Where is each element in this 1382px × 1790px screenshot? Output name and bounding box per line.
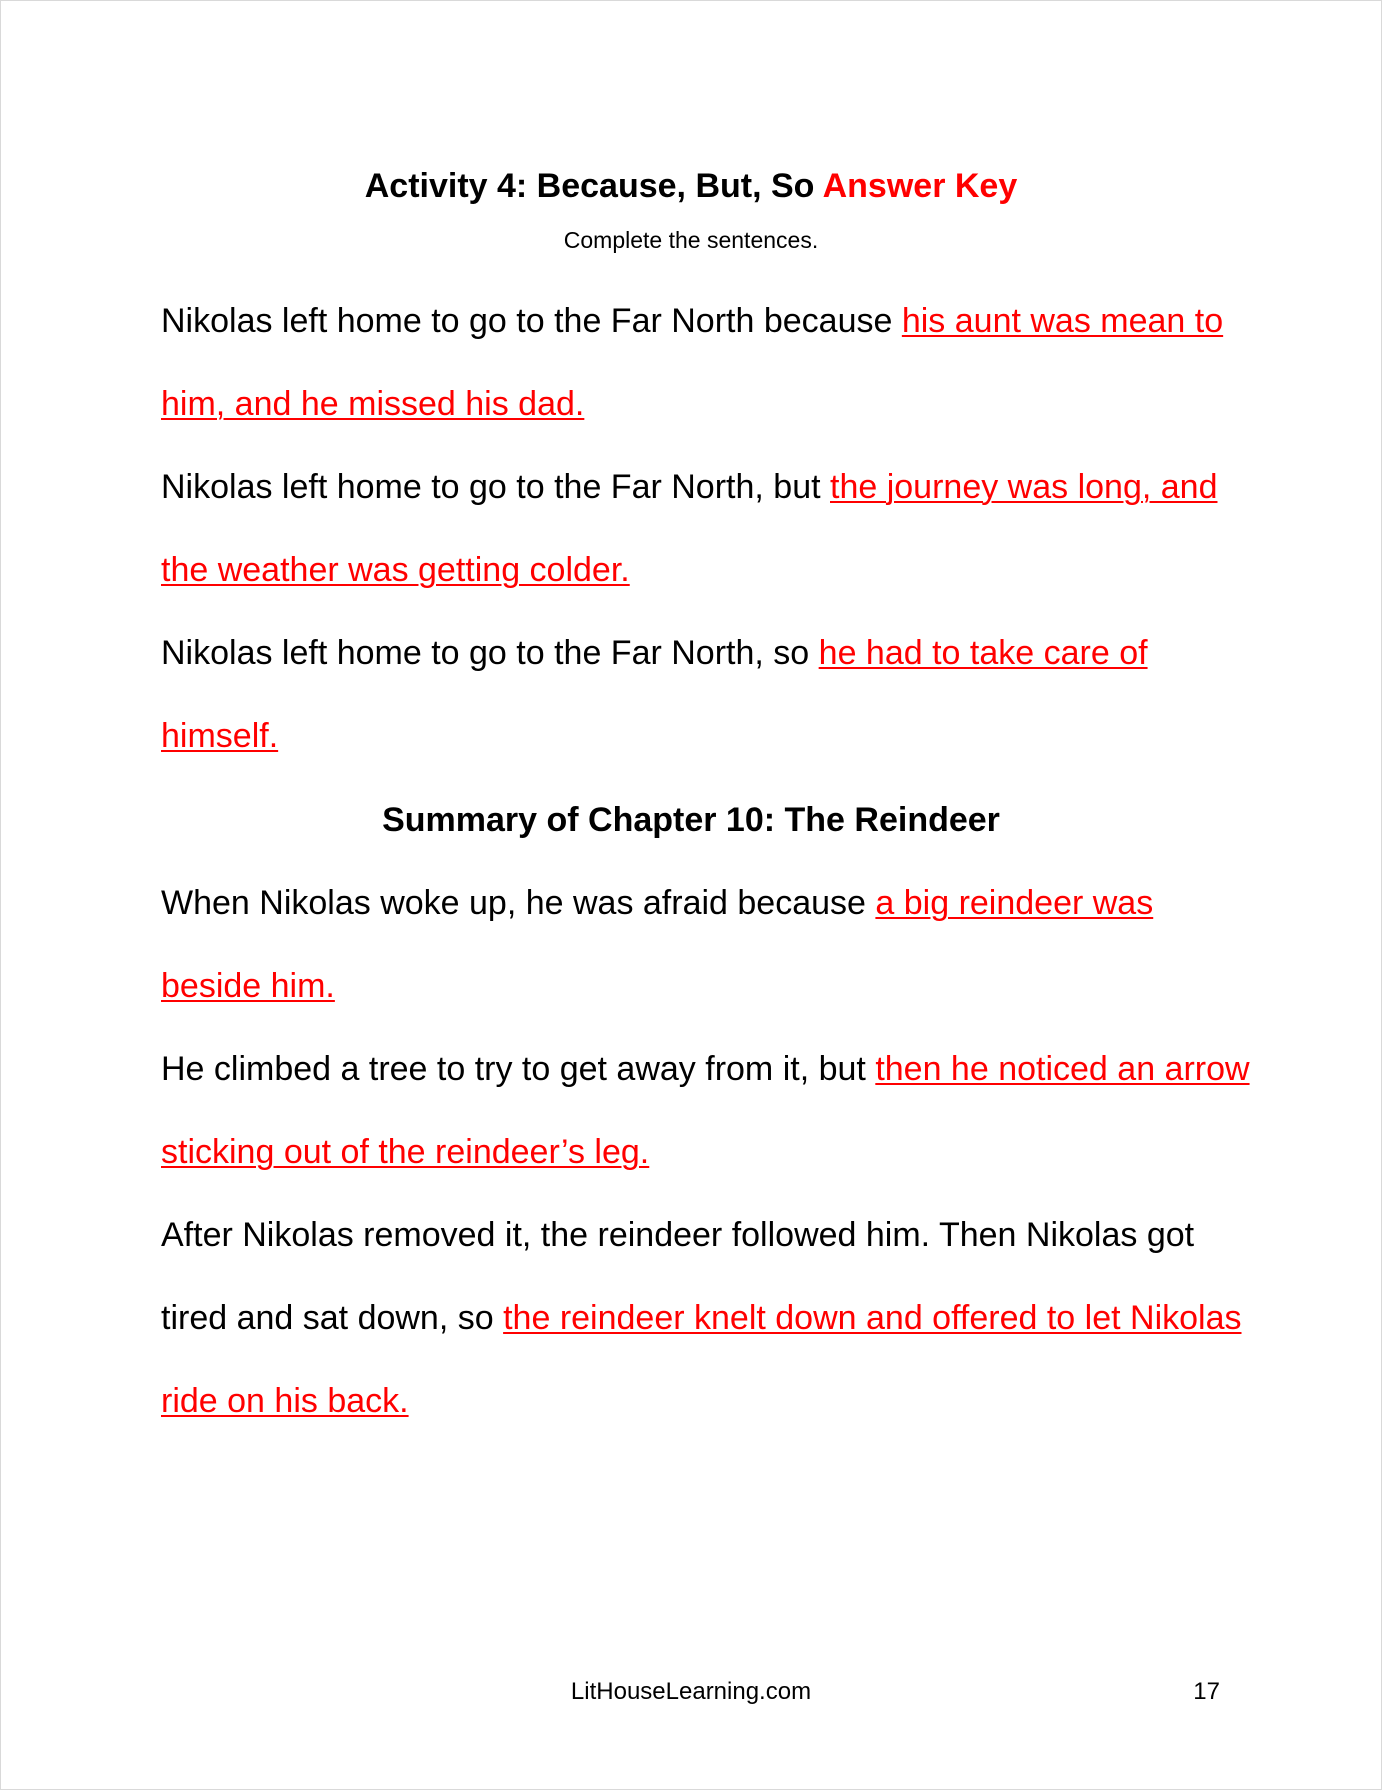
activity-sentences (161, 280, 1261, 778)
page-title (0, 162, 1382, 210)
sentence-prompt: After Nikolas removed it, the reindeer followed him. Then Nikolas got tired and sat down, so (161, 1216, 1195, 1337)
page-number: 17 (1193, 1678, 1220, 1705)
summary-sentences (161, 862, 1261, 1443)
sentence-prompt: Nikolas left home to go to the Far North because (161, 302, 893, 340)
footer-site: LitHouseLearning.com (570, 1678, 812, 1705)
title-answer-key: Answer Key (822, 167, 1018, 205)
title-main: Activity 4: Because, But, So (364, 167, 815, 205)
instructions: Complete the sentences. (563, 227, 819, 253)
sentence-but (161, 446, 1261, 612)
summary-sentence-because (161, 862, 1261, 1028)
sentence-answer: he had to take care of himself. (161, 634, 1148, 755)
sentence-prompt: Nikolas left home to go to the Far North, but (161, 468, 821, 506)
sentence-answer: a big reindeer was beside him. (161, 884, 1154, 1005)
summary-sentence-so (161, 1194, 1261, 1443)
sentence-answer: his aunt was mean to him, and he missed his dad. (161, 302, 1224, 423)
sentence-prompt: He climbed a tree to try to get away from it, but (161, 1050, 866, 1088)
summary-sentence-but (161, 1028, 1261, 1194)
sentence-answer: the journey was long, and the weather was getting colder. (161, 468, 1218, 589)
sentence-so (161, 612, 1261, 778)
sentence-answer: then he noticed an arrow sticking out of the reindeer’s leg. (161, 1050, 1250, 1171)
sentence-because (161, 280, 1261, 446)
summary-heading: Summary of Chapter 10: The Reindeer (382, 801, 1000, 839)
sentence-prompt: Nikolas left home to go to the Far North, so (161, 634, 810, 672)
sentence-prompt: When Nikolas woke up, he was afraid because (161, 884, 866, 922)
sentence-answer: the reindeer knelt down and offered to let Nikolas ride on his back. (161, 1299, 1242, 1420)
